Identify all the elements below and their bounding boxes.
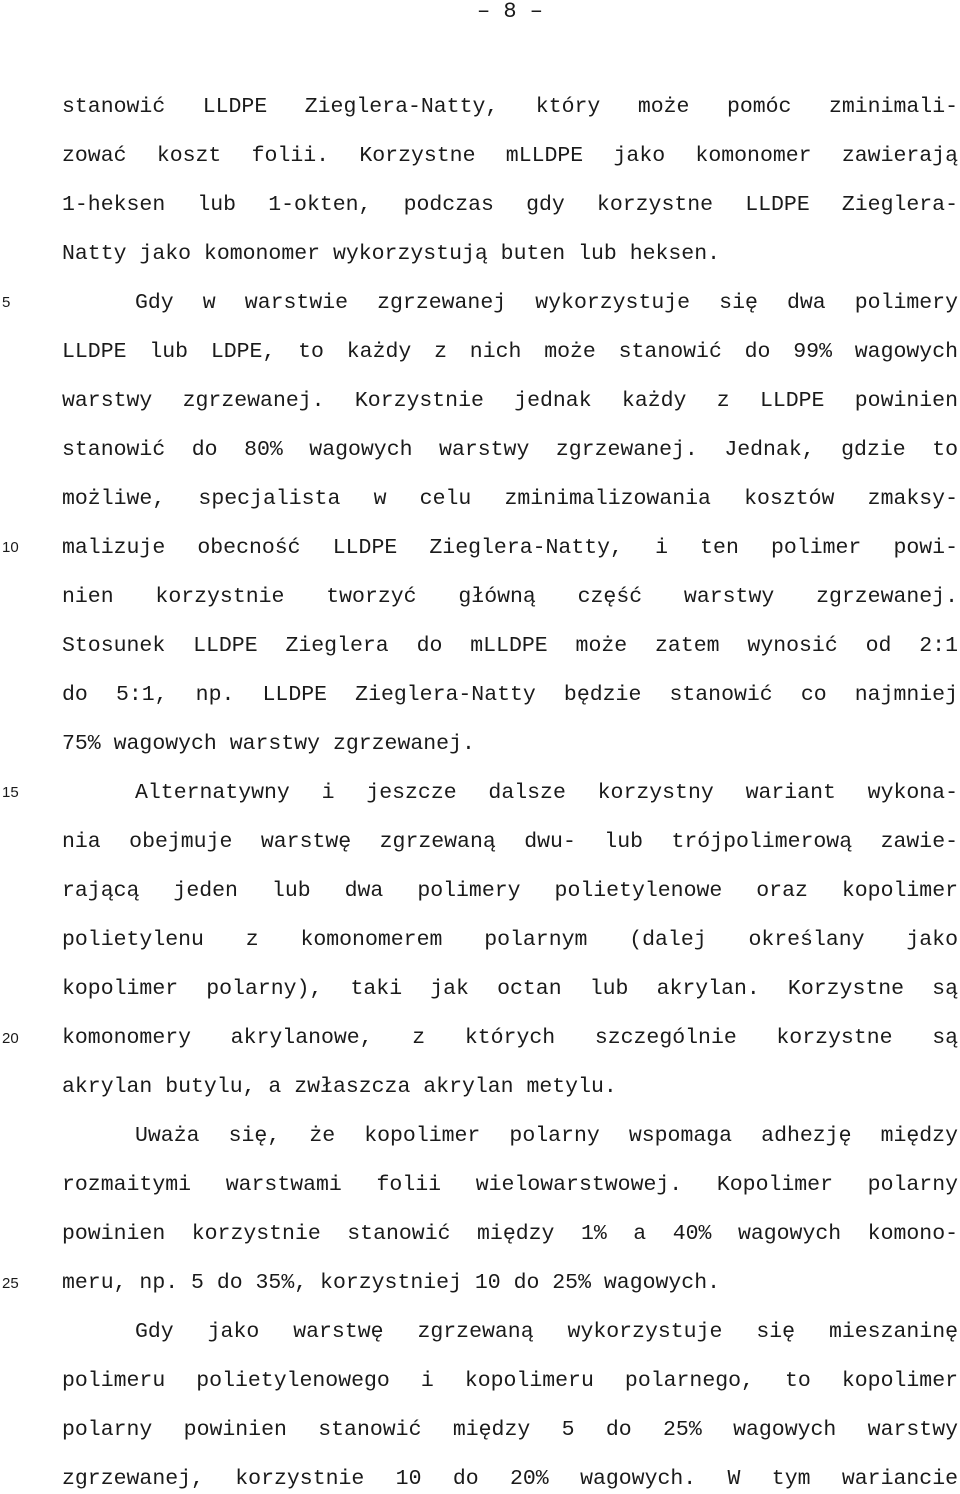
text-line: Stosunek LLDPE Zieglera do mLLDPE może zatem wynosić od 2:1 (62, 634, 958, 658)
text-line: polarny powinien stanowić między 5 do 25% wagowych warstwy (62, 1418, 958, 1442)
text-line: możliwe, specjalista w celu zminimalizowania kosztów zmaksy- (62, 487, 958, 511)
text-line: stanowić LLDPE Zieglera-Natty, który może pomóc zminimali- (62, 95, 958, 119)
text-line: Uważa się, że kopolimer polarny wspomaga adhezję między (135, 1124, 958, 1148)
text-line: polietylenu z komonomerem polarnym (dalej określany jako (62, 928, 958, 952)
text-line: zgrzewanej, korzystnie 10 do 20% wagowych. W tym wariancie (62, 1467, 958, 1491)
text-line: Gdy w warstwie zgrzewanej wykorzystuje się dwa polimery (135, 291, 958, 315)
text-line: malizuje obecność LLDPE Zieglera-Natty, i ten polimer powi- (62, 536, 958, 560)
text-line: do 5:1, np. LLDPE Zieglera-Natty będzie stanowić co najmniej (62, 683, 958, 707)
margin-line-number-25: 25 (2, 1275, 19, 1292)
text-line: meru, np. 5 do 35%, korzystniej 10 do 25% wagowych. (62, 1271, 721, 1295)
text-line: akrylan butylu, a zwłaszcza akrylan metylu. (62, 1075, 617, 1099)
text-line: komonomery akrylanowe, z których szczególnie korzystne są (62, 1026, 958, 1050)
margin-line-number-15: 15 (2, 784, 19, 801)
margin-line-number-5: 5 (2, 294, 11, 311)
text-line: nien korzystnie tworzyć główną część warstwy zgrzewanej. (62, 585, 958, 609)
text-line: zować koszt folii. Korzystne mLLDPE jako komonomer zawierają (62, 144, 958, 168)
page-number: – 8 – (476, 0, 543, 24)
margin-line-number-10: 10 (2, 539, 19, 556)
margin-line-number-20: 20 (2, 1030, 19, 1047)
text-line: kopolimer polarny), taki jak octan lub akrylan. Korzystne są (62, 977, 958, 1001)
text-line: Natty jako komonomer wykorzystują buten lub heksen. (62, 242, 721, 266)
text-line: rozmaitymi warstwami folii wielowarstwowej. Kopolimer polarny (62, 1173, 958, 1197)
text-line: polimeru polietylenowego i kopolimeru polarnego, to kopolimer (62, 1369, 958, 1393)
text-line: powinien korzystnie stanowić między 1% a 40% wagowych komono- (62, 1222, 958, 1246)
text-line: stanowić do 80% wagowych warstwy zgrzewanej. Jednak, gdzie to (62, 438, 958, 462)
text-line: rającą jeden lub dwa polimery polietylenowe oraz kopolimer (62, 879, 958, 903)
text-line: LLDPE lub LDPE, to każdy z nich może stanowić do 99% wagowych (62, 340, 958, 364)
text-line: warstwy zgrzewanej. Korzystnie jednak każdy z LLDPE powinien (62, 389, 958, 413)
text-line: Gdy jako warstwę zgrzewaną wykorzystuje się mieszaninę (135, 1320, 958, 1344)
text-line: Alternatywny i jeszcze dalsze korzystny wariant wykona- (135, 781, 958, 805)
text-line: 75% wagowych warstwy zgrzewanej. (62, 732, 475, 756)
text-line: nia obejmuje warstwę zgrzewaną dwu- lub trójpolimerową zawie- (62, 830, 958, 854)
text-line: 1-heksen lub 1-okten, podczas gdy korzystne LLDPE Zieglera- (62, 193, 958, 217)
